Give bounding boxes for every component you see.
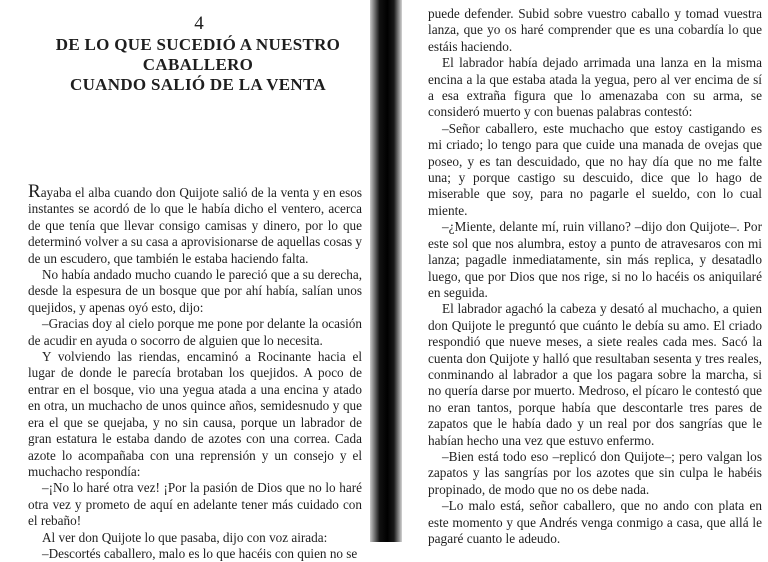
paragraph-4: Y volviendo las riendas, encaminó a Rocinante hacia el lugar de donde le parecía brotaban los quejidos. A poco de entrar en el bosque, vio una yegua atada a una encina y atado en otra, un muchacho de unos quince años, semidesnudo y que era el que se quejaba, y no sin causa, porque un labrador de gran estatura le estaba dando de azotes con una correa. Cada azote lo acompañaba con una reprensión y un consejo y el muchacho respondía:	[28, 349, 362, 479]
paragraph-2: No había andado mucho cuando le pareció que a su derecha, desde la espesura de un bosque que por ahí había, salían unos quejidos, y apenas oyó esto, dijo:	[28, 267, 362, 315]
paragraph-1	[28, 181, 362, 267]
paragraph-13: –Lo malo está, señor caballero, que no ando con plata en este momento y que Andrés venga conmigo a casa, que allá le pagaré cuanto le adeudo.	[428, 498, 762, 546]
chapter-title-line-1: DE LO QUE SUCEDIÓ A NUESTRO CABALLERO	[55, 35, 341, 74]
paragraph-12: –Bien está todo eso –replicó don Quijote–; pero valgan los zapatos y las sangrías por los azotes que sin culpa le habéis propinado, de modo que no os debe nada.	[428, 448, 762, 497]
book-gutter	[370, 0, 402, 542]
chapter-title	[28, 35, 362, 95]
paragraph-10: –¿Miente, delante mí, ruin villano? –dijo don Quijote–. Por este sol que nos alumbra, estoy a punto de atravesaros con mi lanza; pagadle inmediatamente, sin más replica, y desatadlo luego, que por Dios que nos rige, si no lo hacéis os aniquilaré en seguida.	[428, 219, 762, 300]
left-page	[0, 0, 370, 561]
drop-cap: R	[28, 181, 41, 202]
paragraph-11: El labrador agachó la cabeza y desató al muchacho, a quien don Quijote le preguntó que cuánto le debía su amo. El criado respondió que nueve meses, a siete reales cada mes. Sacó la cuenta don Quijote y halló que resultaban sesenta y tres reales, conminando al labrador a que los pagara sobre la marcha, si no quería darse por muerto. Medroso, el pícaro le contestó que no eran tantos, porque había que descontarle tres pares de zapatos que le había dado y un real por dos sangrías que le habían hecho una vez que estuvo enfermo.	[428, 301, 762, 448]
right-page	[402, 0, 768, 546]
chapter-number: 4	[194, 13, 204, 34]
continuation-paragraph: puede defender. Subid sobre vuestro caballo y tomad vuestra lanza, que yo os haré comprender que es una cobardía lo que estáis haciendo.	[428, 6, 762, 54]
paragraph-6: Al ver don Quijote lo que pasaba, dijo con voz airada:	[42, 529, 328, 545]
paragraph-5: –¡No lo haré otra vez! ¡Por la pasión de Dios que no lo haré otra vez y prometo de aquí en adelante tener más cuidado con el rebaño!	[28, 480, 362, 529]
chapter-title-line-2: CUANDO SALIÓ DE LA VENTA	[70, 75, 326, 94]
paragraph-8: El labrador había dejado arrimada una lanza en la misma encina a la que estaba atada la yegua, pero al ver encima de sí a esa extraña figura que lo amenazaba con su arma, se consideró muerto y con buenas palabras contestó:	[428, 55, 762, 120]
paragraph-3: –Gracias doy al cielo porque me pone por delante la ocasión de acudir en ayuda o socorro de alguien que lo necesita.	[28, 316, 362, 348]
paragraph-9: –Señor caballero, este muchacho que estoy castigando es mi criado; lo tengo para que cuide una manada de ovejas que poseo, y es tan descuidado, que no hay día que no me falte una; y porque castigo su descuido, dice que lo hago de miserable que soy, para no pagarle el sueldo, con lo cual miente.	[428, 120, 762, 218]
paragraph-7: –Descortés caballero, malo es lo que hacéis con quien no se	[42, 545, 358, 561]
paragraph-1-text: ayaba el alba cuando don Quijote salió de la venta y en esos instantes se acordó de lo que le había dicho el ventero, acerca de que tenía que llevar consigo camisas y dinero, por lo que determinó volver a su casa a aprovisionarse de aquellas cosas y de un escudero, que también le estaba haciendo falta.	[28, 185, 362, 266]
